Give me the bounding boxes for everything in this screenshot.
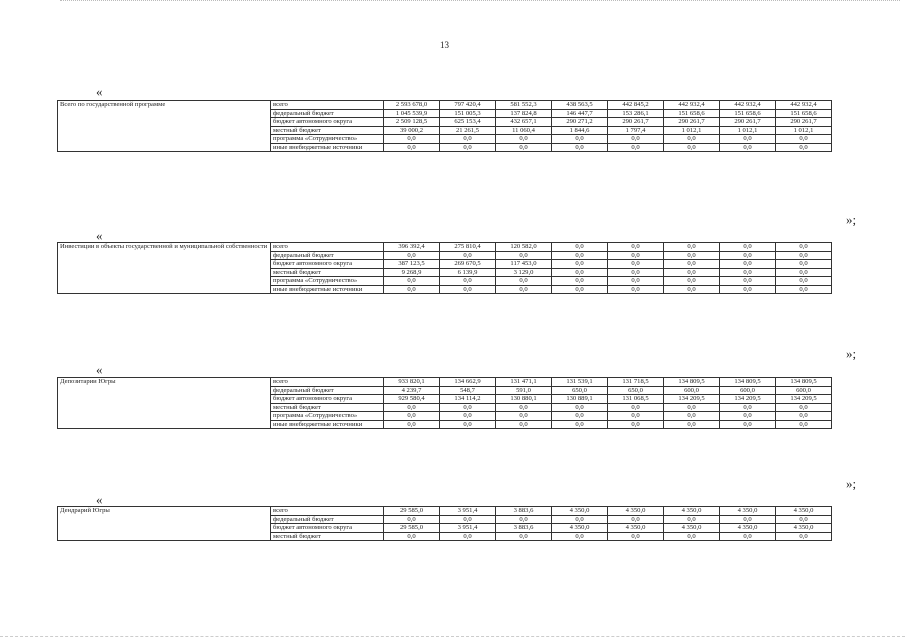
- amount-cell: 0,0: [496, 135, 552, 144]
- amount-cell: 0,0: [720, 260, 776, 269]
- funding-table: [57, 100, 832, 152]
- amount-cell: 929 580,4: [384, 395, 440, 404]
- amount-cell: 0,0: [720, 515, 776, 524]
- program-name-cell: Инвестиции в объекты государственной и муниципальной собственности: [58, 243, 271, 294]
- amount-cell: 0,0: [776, 532, 832, 541]
- amount-cell: 3 951,4: [440, 507, 496, 516]
- amount-cell: 0,0: [720, 403, 776, 412]
- amount-cell: 1 012,1: [720, 126, 776, 135]
- amount-cell: 0,0: [720, 277, 776, 286]
- amount-cell: 0,0: [384, 532, 440, 541]
- amount-cell: 0,0: [552, 277, 608, 286]
- amount-cell: 0,0: [608, 532, 664, 541]
- table-row: [58, 507, 832, 516]
- funding-source-cell: федеральный бюджет: [271, 515, 384, 524]
- amount-cell: 290 261,7: [776, 118, 832, 127]
- amount-cell: 0,0: [664, 403, 720, 412]
- amount-cell: 0,0: [552, 260, 608, 269]
- amount-cell: 134 809,5: [664, 378, 720, 387]
- amount-cell: 151 005,3: [440, 109, 496, 118]
- amount-cell: 0,0: [440, 532, 496, 541]
- funding-source-cell: программа «Сотрудничество»: [271, 277, 384, 286]
- amount-cell: 131 471,1: [496, 378, 552, 387]
- amount-cell: 442 845,2: [608, 101, 664, 110]
- amount-cell: 0,0: [720, 143, 776, 152]
- amount-cell: 3 129,0: [496, 268, 552, 277]
- amount-cell: 933 820,1: [384, 378, 440, 387]
- amount-cell: 396 392,4: [384, 243, 440, 252]
- amount-cell: 0,0: [776, 251, 832, 260]
- amount-cell: 2 593 678,0: [384, 101, 440, 110]
- funding-table: [57, 242, 832, 294]
- amount-cell: 548,7: [440, 386, 496, 395]
- scan-edge-top: [60, 0, 900, 4]
- amount-cell: 0,0: [552, 135, 608, 144]
- amount-cell: 0,0: [664, 285, 720, 294]
- amount-cell: 0,0: [720, 243, 776, 252]
- amount-cell: 0,0: [384, 143, 440, 152]
- amount-cell: 0,0: [664, 277, 720, 286]
- amount-cell: 442 932,4: [776, 101, 832, 110]
- amount-cell: 0,0: [496, 412, 552, 421]
- amount-cell: 290 261,7: [608, 118, 664, 127]
- amount-cell: 0,0: [608, 515, 664, 524]
- amount-cell: 137 824,8: [496, 109, 552, 118]
- amount-cell: 2 509 128,5: [384, 118, 440, 127]
- amount-cell: 29 585,0: [384, 524, 440, 533]
- amount-cell: 4 350,0: [720, 524, 776, 533]
- amount-cell: 0,0: [384, 403, 440, 412]
- amount-cell: 1 844,6: [552, 126, 608, 135]
- amount-cell: 0,0: [384, 412, 440, 421]
- table-row: [58, 378, 832, 387]
- amount-cell: 0,0: [664, 412, 720, 421]
- quote-close: »;: [846, 476, 857, 491]
- amount-cell: 4 350,0: [720, 507, 776, 516]
- amount-cell: 290 261,7: [664, 118, 720, 127]
- amount-cell: 0,0: [720, 412, 776, 421]
- amount-cell: 0,0: [720, 420, 776, 429]
- amount-cell: 0,0: [440, 135, 496, 144]
- funding-source-cell: иные внебюджетные источники: [271, 420, 384, 429]
- amount-cell: 0,0: [776, 135, 832, 144]
- amount-cell: 0,0: [608, 412, 664, 421]
- funding-table: [57, 506, 832, 541]
- amount-cell: 0,0: [496, 420, 552, 429]
- funding-source-cell: федеральный бюджет: [271, 109, 384, 118]
- page-number: 13: [440, 40, 449, 50]
- amount-cell: 0,0: [496, 277, 552, 286]
- funding-source-cell: всего: [271, 243, 384, 252]
- amount-cell: 117 453,0: [496, 260, 552, 269]
- amount-cell: 0,0: [776, 403, 832, 412]
- amount-cell: 290 261,7: [720, 118, 776, 127]
- quote-open: «: [96, 228, 103, 243]
- quote-open: «: [96, 492, 103, 507]
- funding-source-cell: всего: [271, 378, 384, 387]
- amount-cell: 0,0: [496, 532, 552, 541]
- amount-cell: 0,0: [776, 260, 832, 269]
- amount-cell: 0,0: [496, 251, 552, 260]
- amount-cell: 0,0: [552, 532, 608, 541]
- quote-open: «: [96, 84, 103, 99]
- amount-cell: 600,0: [664, 386, 720, 395]
- amount-cell: 0,0: [608, 268, 664, 277]
- program-name-cell: Депозитарии Югры: [58, 378, 271, 429]
- amount-cell: 797 420,4: [440, 101, 496, 110]
- amount-cell: 134 209,5: [720, 395, 776, 404]
- amount-cell: 39 000,2: [384, 126, 440, 135]
- program-name-cell: Всего по государственной программе: [58, 101, 271, 152]
- amount-cell: 581 552,3: [496, 101, 552, 110]
- amount-cell: 0,0: [720, 532, 776, 541]
- amount-cell: 21 261,5: [440, 126, 496, 135]
- amount-cell: 4 350,0: [664, 524, 720, 533]
- amount-cell: 9 268,9: [384, 268, 440, 277]
- amount-cell: 4 350,0: [776, 507, 832, 516]
- amount-cell: 0,0: [384, 251, 440, 260]
- amount-cell: 0,0: [776, 143, 832, 152]
- amount-cell: 0,0: [608, 251, 664, 260]
- amount-cell: 131 718,5: [608, 378, 664, 387]
- amount-cell: 6 139,9: [440, 268, 496, 277]
- amount-cell: 131 539,1: [552, 378, 608, 387]
- amount-cell: 0,0: [440, 277, 496, 286]
- amount-cell: 442 932,4: [720, 101, 776, 110]
- amount-cell: 4 239,7: [384, 386, 440, 395]
- funding-source-cell: бюджет автономного округа: [271, 260, 384, 269]
- amount-cell: 0,0: [664, 251, 720, 260]
- amount-cell: 3 883,6: [496, 507, 552, 516]
- amount-cell: 0,0: [664, 243, 720, 252]
- amount-cell: 151 658,6: [664, 109, 720, 118]
- amount-cell: 387 123,5: [384, 260, 440, 269]
- amount-cell: 0,0: [608, 403, 664, 412]
- amount-cell: 134 209,5: [664, 395, 720, 404]
- amount-cell: 0,0: [440, 403, 496, 412]
- amount-cell: 275 810,4: [440, 243, 496, 252]
- amount-cell: 0,0: [608, 420, 664, 429]
- funding-source-cell: местный бюджет: [271, 403, 384, 412]
- amount-cell: 0,0: [664, 260, 720, 269]
- amount-cell: 134 114,2: [440, 395, 496, 404]
- amount-cell: 0,0: [440, 143, 496, 152]
- amount-cell: 0,0: [776, 268, 832, 277]
- amount-cell: 0,0: [664, 420, 720, 429]
- funding-source-cell: местный бюджет: [271, 532, 384, 541]
- table-block: [57, 242, 832, 294]
- amount-cell: 0,0: [552, 285, 608, 294]
- amount-cell: 0,0: [608, 277, 664, 286]
- amount-cell: 0,0: [552, 143, 608, 152]
- amount-cell: 0,0: [664, 135, 720, 144]
- amount-cell: 0,0: [440, 515, 496, 524]
- table-block: [57, 506, 832, 541]
- funding-source-cell: всего: [271, 507, 384, 516]
- funding-source-cell: федеральный бюджет: [271, 251, 384, 260]
- amount-cell: 650,0: [552, 386, 608, 395]
- amount-cell: 0,0: [776, 420, 832, 429]
- amount-cell: 153 286,1: [608, 109, 664, 118]
- amount-cell: 4 350,0: [608, 507, 664, 516]
- amount-cell: 120 582,0: [496, 243, 552, 252]
- funding-source-cell: местный бюджет: [271, 268, 384, 277]
- amount-cell: 432 657,1: [496, 118, 552, 127]
- amount-cell: 134 209,5: [776, 395, 832, 404]
- amount-cell: 0,0: [496, 285, 552, 294]
- scan-edge-bottom: [0, 634, 905, 637]
- amount-cell: 4 350,0: [776, 524, 832, 533]
- amount-cell: 3 951,4: [440, 524, 496, 533]
- funding-source-cell: программа «Сотрудничество»: [271, 412, 384, 421]
- amount-cell: 4 350,0: [664, 507, 720, 516]
- table-row: [58, 101, 832, 110]
- funding-source-cell: иные внебюджетные источники: [271, 285, 384, 294]
- amount-cell: 134 662,9: [440, 378, 496, 387]
- amount-cell: 0,0: [384, 285, 440, 294]
- funding-source-cell: бюджет автономного округа: [271, 118, 384, 127]
- amount-cell: 0,0: [664, 268, 720, 277]
- funding-source-cell: всего: [271, 101, 384, 110]
- amount-cell: 0,0: [552, 403, 608, 412]
- funding-source-cell: местный бюджет: [271, 126, 384, 135]
- amount-cell: 131 068,5: [608, 395, 664, 404]
- amount-cell: 130 889,1: [552, 395, 608, 404]
- amount-cell: 0,0: [440, 251, 496, 260]
- amount-cell: 0,0: [776, 515, 832, 524]
- table-block: [57, 377, 832, 429]
- funding-source-cell: федеральный бюджет: [271, 386, 384, 395]
- funding-source-cell: иные внебюджетные источники: [271, 143, 384, 152]
- funding-source-cell: бюджет автономного округа: [271, 395, 384, 404]
- amount-cell: 0,0: [776, 285, 832, 294]
- amount-cell: 151 658,6: [720, 109, 776, 118]
- amount-cell: 0,0: [496, 515, 552, 524]
- amount-cell: 0,0: [552, 251, 608, 260]
- amount-cell: 1 012,1: [776, 126, 832, 135]
- amount-cell: 0,0: [720, 285, 776, 294]
- amount-cell: 3 883,6: [496, 524, 552, 533]
- quote-close: »;: [846, 212, 857, 227]
- amount-cell: 0,0: [720, 251, 776, 260]
- quote-close: »;: [846, 346, 857, 361]
- amount-cell: 0,0: [440, 420, 496, 429]
- amount-cell: 1 012,1: [664, 126, 720, 135]
- amount-cell: 0,0: [608, 243, 664, 252]
- amount-cell: 0,0: [440, 412, 496, 421]
- amount-cell: 0,0: [384, 135, 440, 144]
- amount-cell: 0,0: [440, 285, 496, 294]
- amount-cell: 29 585,0: [384, 507, 440, 516]
- amount-cell: 0,0: [776, 243, 832, 252]
- amount-cell: 0,0: [552, 420, 608, 429]
- amount-cell: 600,0: [720, 386, 776, 395]
- amount-cell: 0,0: [496, 403, 552, 412]
- amount-cell: 650,0: [608, 386, 664, 395]
- amount-cell: 1 797,4: [608, 126, 664, 135]
- amount-cell: 1 045 539,9: [384, 109, 440, 118]
- amount-cell: 0,0: [552, 268, 608, 277]
- amount-cell: 0,0: [608, 260, 664, 269]
- amount-cell: 591,0: [496, 386, 552, 395]
- amount-cell: 0,0: [384, 515, 440, 524]
- amount-cell: 0,0: [496, 143, 552, 152]
- amount-cell: 0,0: [552, 412, 608, 421]
- amount-cell: 130 880,1: [496, 395, 552, 404]
- amount-cell: 0,0: [664, 532, 720, 541]
- program-name-cell: Дендрарий Югры: [58, 507, 271, 541]
- amount-cell: 0,0: [664, 515, 720, 524]
- amount-cell: 134 809,5: [776, 378, 832, 387]
- table-row: [58, 243, 832, 252]
- amount-cell: 0,0: [608, 285, 664, 294]
- amount-cell: 0,0: [608, 143, 664, 152]
- amount-cell: 151 658,6: [776, 109, 832, 118]
- amount-cell: 0,0: [776, 277, 832, 286]
- funding-source-cell: бюджет автономного округа: [271, 524, 384, 533]
- funding-table: [57, 377, 832, 429]
- amount-cell: 438 563,5: [552, 101, 608, 110]
- amount-cell: 146 447,7: [552, 109, 608, 118]
- quote-open: «: [96, 362, 103, 377]
- amount-cell: 11 060,4: [496, 126, 552, 135]
- funding-source-cell: программа «Сотрудничество»: [271, 135, 384, 144]
- amount-cell: 600,0: [776, 386, 832, 395]
- amount-cell: 0,0: [608, 135, 664, 144]
- amount-cell: 625 153,4: [440, 118, 496, 127]
- amount-cell: 442 932,4: [664, 101, 720, 110]
- amount-cell: 0,0: [552, 243, 608, 252]
- amount-cell: 0,0: [720, 135, 776, 144]
- amount-cell: 4 350,0: [608, 524, 664, 533]
- amount-cell: 269 670,5: [440, 260, 496, 269]
- table-block: [57, 100, 832, 152]
- amount-cell: 290 271,2: [552, 118, 608, 127]
- amount-cell: 0,0: [552, 515, 608, 524]
- amount-cell: 0,0: [720, 268, 776, 277]
- amount-cell: 4 350,0: [552, 507, 608, 516]
- amount-cell: 0,0: [384, 277, 440, 286]
- amount-cell: 0,0: [384, 420, 440, 429]
- amount-cell: 134 809,5: [720, 378, 776, 387]
- amount-cell: 0,0: [776, 412, 832, 421]
- amount-cell: 0,0: [664, 143, 720, 152]
- amount-cell: 4 350,0: [552, 524, 608, 533]
